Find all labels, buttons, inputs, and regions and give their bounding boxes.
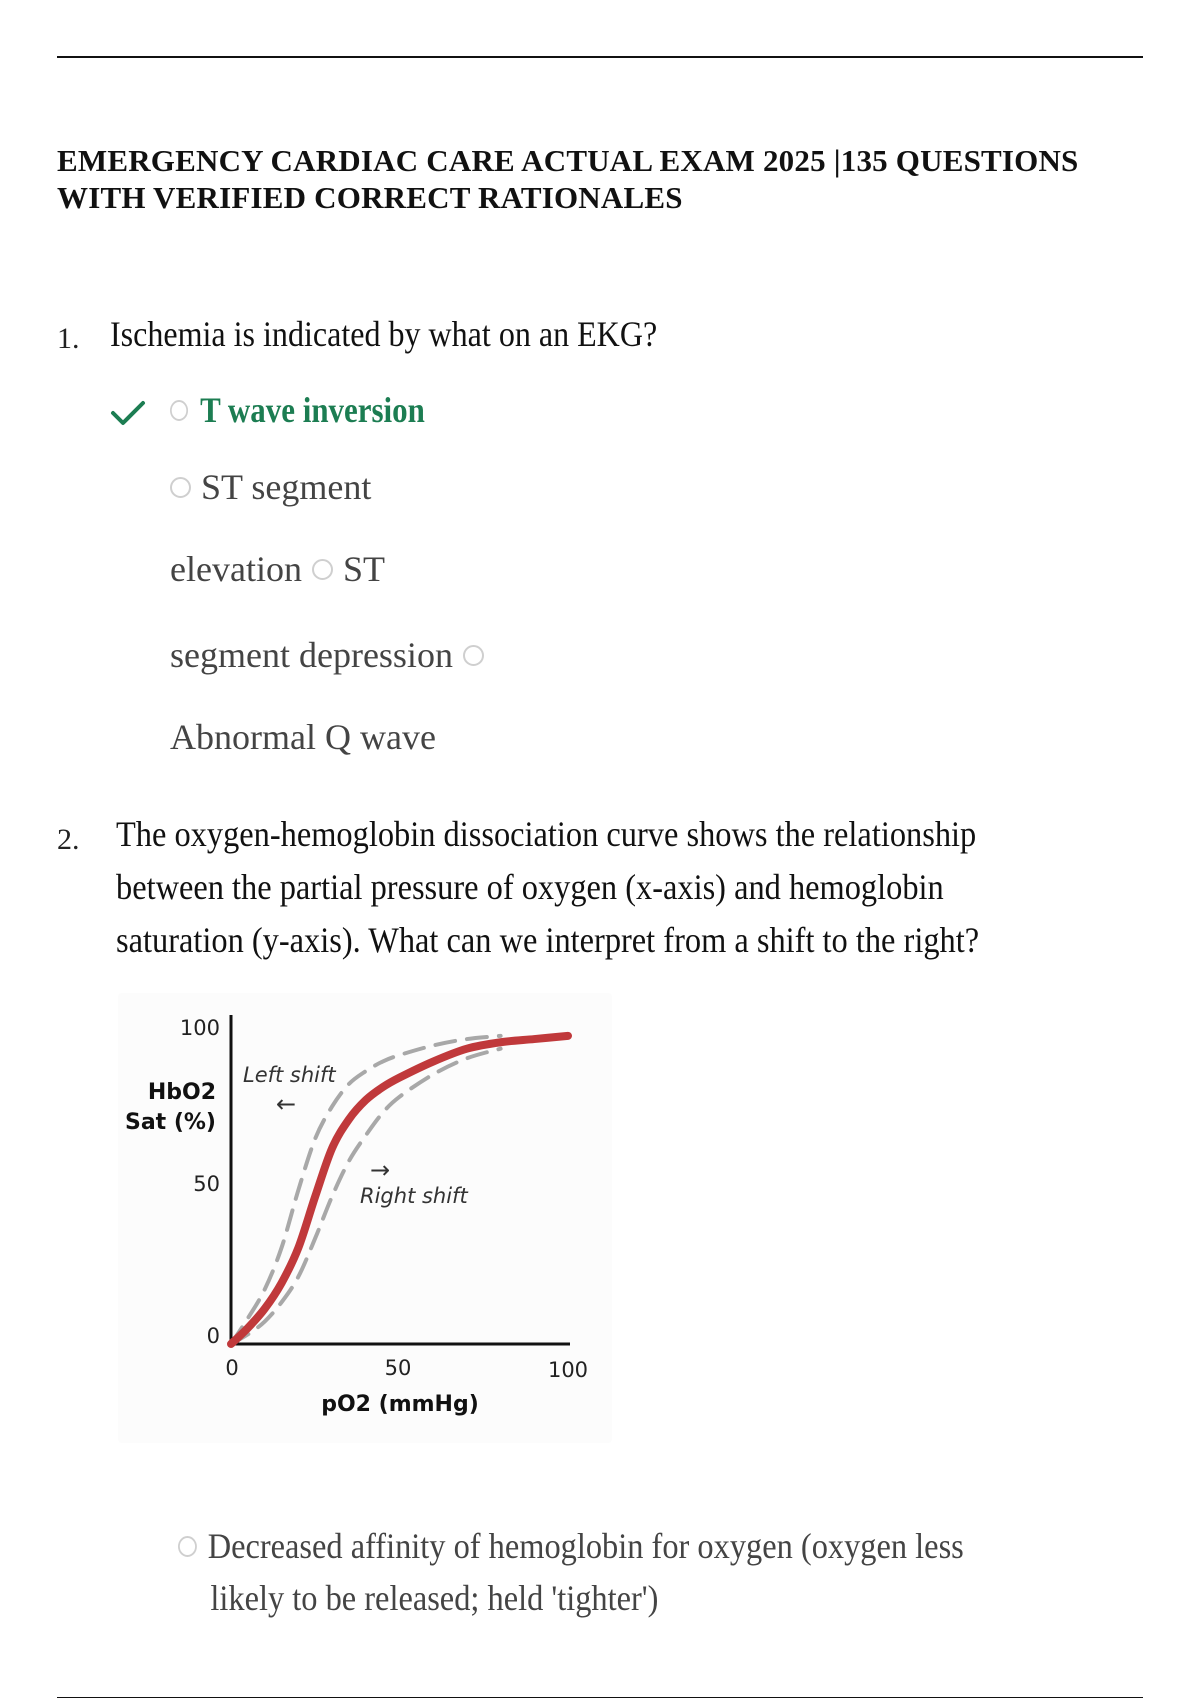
left-shift-annotation: Left shift bbox=[243, 1063, 336, 1087]
option-elevation-st[interactable] bbox=[170, 548, 385, 590]
option-label: ST bbox=[342, 549, 385, 589]
answer-option-decreased-affinity[interactable] bbox=[178, 1520, 1108, 1624]
answer-line bbox=[178, 1520, 1015, 1572]
answer-text: likely to be released; held 'tighter') bbox=[210, 1578, 659, 1618]
question-2-line: saturation (y-axis). What can we interpret from a shift to the right? bbox=[116, 920, 980, 960]
radio-icon[interactable] bbox=[170, 400, 188, 421]
question-2-number: 2. bbox=[57, 823, 80, 856]
option-label: elevation bbox=[170, 549, 302, 589]
radio-icon[interactable] bbox=[170, 477, 191, 498]
question-2-line: The oxygen-hemoglobin dissociation curve shows the relationship bbox=[116, 814, 977, 854]
option-t-wave-inversion[interactable] bbox=[170, 389, 425, 431]
question-1-number: 1. bbox=[57, 322, 80, 355]
option-abnormal-q-wave[interactable] bbox=[170, 716, 436, 758]
option-label: Abnormal Q wave bbox=[170, 717, 436, 757]
x-tick-label: 50 bbox=[384, 1356, 412, 1380]
x-tick-label: 0 bbox=[225, 1356, 239, 1380]
top-rule bbox=[57, 56, 1143, 58]
option-label: segment depression bbox=[170, 635, 453, 675]
x-tick-label: 100 bbox=[547, 1358, 589, 1382]
y-tick-label: 50 bbox=[193, 1172, 220, 1196]
option-label: T wave inversion bbox=[200, 390, 425, 430]
question-2-text bbox=[116, 808, 979, 967]
right-shift-annotation: Right shift bbox=[360, 1184, 468, 1208]
question-1-text: Ischemia is indicated by what on an EKG? bbox=[110, 314, 658, 354]
y-axis-label-line1: HbO2 bbox=[147, 1080, 216, 1105]
option-segment-depression[interactable] bbox=[170, 634, 484, 676]
y-axis-label-line2: Sat (%) bbox=[124, 1110, 216, 1135]
document-title: EMERGENCY CARDIAC CARE ACTUAL EXAM 2025 |135 QUESTIONS WITH VERIFIED CORRECT RATIONALES bbox=[57, 143, 1079, 215]
right-arrow-icon: → bbox=[369, 1156, 391, 1184]
radio-icon[interactable] bbox=[178, 1536, 197, 1557]
x-axis-label: pO2 (mmHg) bbox=[321, 1392, 479, 1417]
radio-icon[interactable] bbox=[463, 645, 484, 666]
oxygen-dissociation-chart bbox=[118, 993, 612, 1443]
radio-icon[interactable] bbox=[312, 559, 333, 580]
check-icon bbox=[110, 398, 146, 428]
y-tick-label: 100 bbox=[179, 1016, 220, 1040]
y-tick-label: 0 bbox=[206, 1324, 220, 1348]
answer-line bbox=[178, 1572, 1015, 1624]
chart-svg bbox=[118, 993, 612, 1443]
answer-text: Decreased affinity of hemoglobin for oxygen (oxygen less bbox=[207, 1526, 964, 1566]
option-st-segment[interactable] bbox=[170, 466, 371, 508]
bottom-rule bbox=[57, 1697, 1143, 1698]
question-2-line: between the partial pressure of oxygen (x-axis) and hemoglobin bbox=[116, 867, 944, 907]
left-arrow-icon: ← bbox=[275, 1090, 297, 1118]
option-label: ST segment bbox=[201, 467, 372, 507]
